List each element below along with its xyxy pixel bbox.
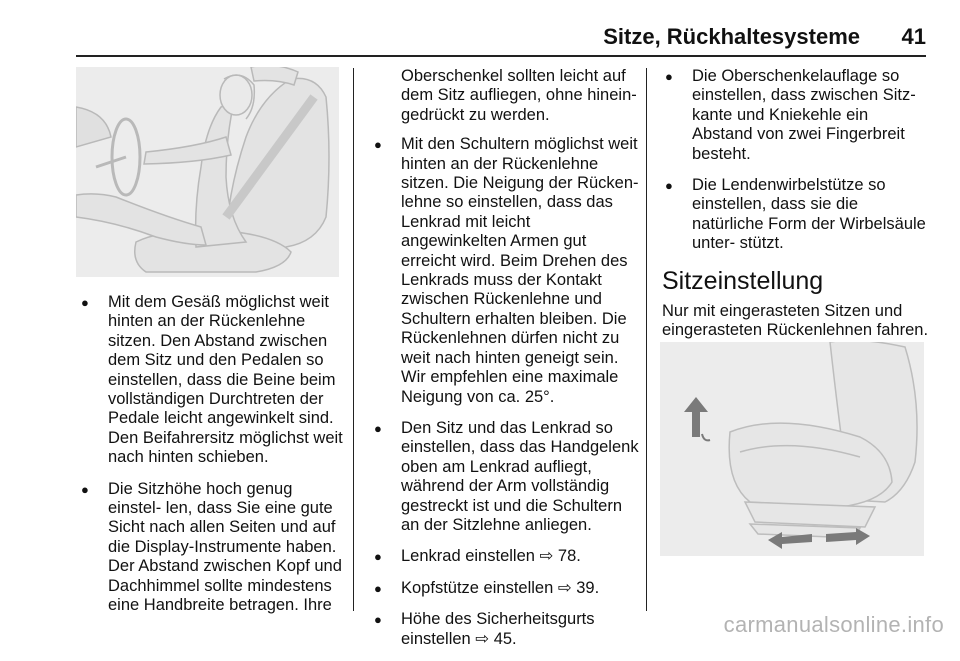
- list-item-steering-link[interactable]: ● Lenkrad einstellen ⇨ 78.: [371, 547, 639, 566]
- column-divider-left: [353, 68, 354, 611]
- list-item-headrest-link[interactable]: ● Kopfstütze einstellen ⇨ 39.: [371, 579, 639, 598]
- right-column: [662, 67, 930, 376]
- adjustment-instructions-list: [371, 135, 639, 649]
- list-item: ● Die Oberschenkelauflage so einstellen, dass zwischen Sitz- kante und Kniekehle ein Abstand von zwei Fingerbreit besteht.: [662, 67, 930, 164]
- header-rule: [76, 55, 926, 57]
- seat-adjustment-illustration: [660, 342, 924, 556]
- list-item: ● Mit dem Gesäß möglichst weit hinten an der Rückenlehne sitzen. Den Abstand zwischen dem Sitz und den Pedalen so einstellen, dass die Beine beim vollständigen Durchtreten der Pedale leicht angewinkelt sind. Den Beifahrersitz möglichst weit nach hinten schieben.: [78, 293, 346, 468]
- watermark: carmanualsonline.info: [723, 612, 944, 637]
- support-instructions-list: [662, 67, 930, 254]
- seat-adjustment-drawing: [660, 342, 924, 556]
- left-column: [78, 293, 346, 628]
- list-item: ● Die Sitzhöhe hoch genug einstel- len, dass Sie eine gute Sicht nach allen Seiten und auf die Display-Instrumente haben. Der Abstand zwischen Kopf und Dachhimmel sollte mindestens eine Handbreite betragen. Ihre: [78, 480, 346, 616]
- list-item: ● Den Sitz und das Lenkrad so einstellen, dass das Handgelenk oben am Lenkrad aufliegt, während der Arm vollständig gestreckt ist und die Schultern an der Sitzlehne anliegen.: [371, 419, 639, 535]
- list-item-seatbelt-link[interactable]: ● Höhe des Sicherheitsgurts einstellen ⇨ 45.: [371, 610, 639, 649]
- continued-text: Oberschenkel sollten leicht auf dem Sitz aufliegen, ohne hinein- gedrückt zu werden.: [401, 67, 637, 124]
- posture-instructions-list: [78, 293, 346, 616]
- middle-column: [371, 67, 639, 661]
- driver-posture-drawing: [76, 67, 339, 277]
- page-title: Sitze, Rückhaltesysteme: [603, 24, 860, 49]
- list-item: ● Mit den Schultern möglichst weit hinten an der Rückenlehne sitzen. Die Neigung der Rücken- lehne so einstellen, dass das Lenkrad mit leicht angewinkelten Armen gut erreicht wird. Beim Drehen des Lenkrads muss der Kontakt zwischen Rückenlehne und Schultern erhalten bleiben. Die Rückenlehnen dürfen nicht zu weit nach hinten geneigt sein. Wir empfehlen eine maximale Neigung von ca. 25°.: [371, 135, 639, 407]
- page-number: 41: [901, 24, 926, 49]
- section-heading: Sitzeinstellung: [662, 266, 824, 295]
- section-intro: Nur mit eingerasteten Sitzen und eingerasteten Rückenlehnen fahren.: [662, 301, 929, 340]
- driver-posture-illustration: [76, 67, 339, 277]
- column-divider-right: [646, 68, 647, 611]
- list-item: ● Die Lendenwirbelstütze so einstellen, dass sie die natürliche Form der Wirbelsäule unter- stützt.: [662, 176, 930, 254]
- page-header: [0, 0, 960, 58]
